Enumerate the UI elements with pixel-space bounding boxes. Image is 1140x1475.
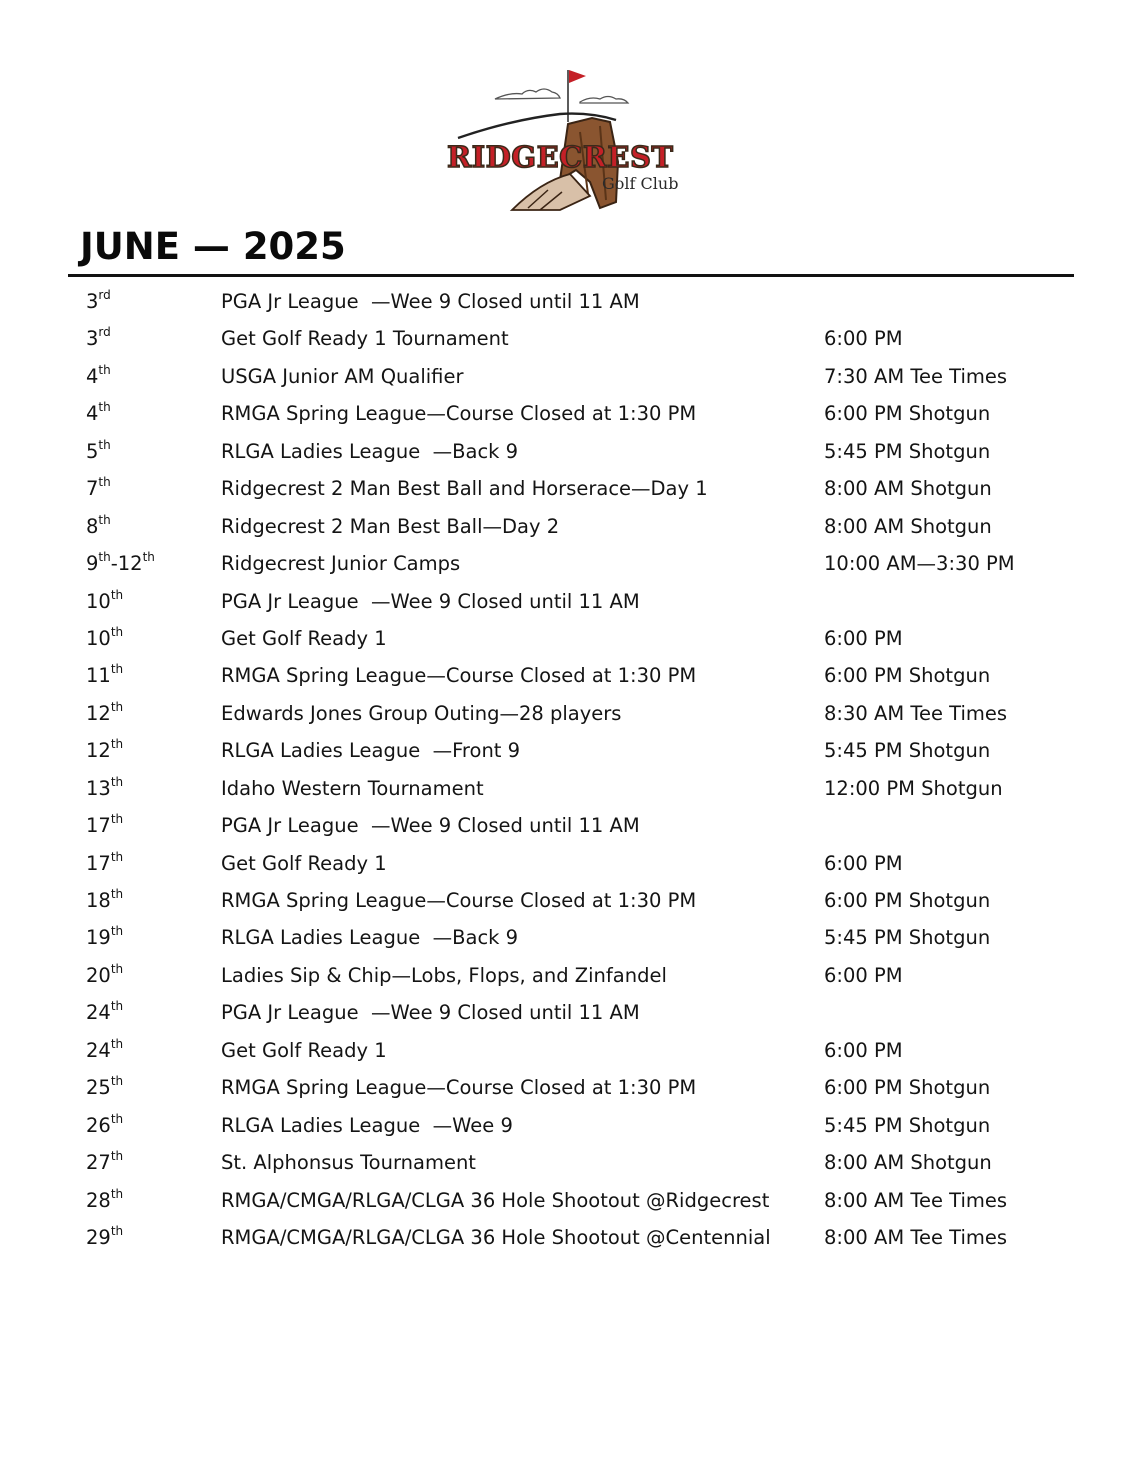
logo-wordmark: RIDGECREST: [447, 140, 674, 174]
event-day-suffix: th: [110, 587, 124, 602]
event-name: RLGA Ladies League —Back 9: [221, 439, 519, 463]
event-date: [86, 849, 124, 875]
event-row: [86, 994, 1086, 1031]
event-date: [86, 926, 123, 949]
event-day: 24: [86, 1038, 111, 1062]
event-name: Get Golf Ready 1: [221, 626, 387, 650]
event-row: [86, 732, 1086, 769]
event-day-suffix: th: [110, 1149, 124, 1164]
event-day: 17: [86, 814, 111, 838]
event-date: [86, 961, 124, 987]
event-day-suffix: th: [110, 961, 124, 976]
event-day-suffix: th: [110, 887, 124, 901]
event-time: 8:00 AM Tee Times: [824, 1188, 1008, 1212]
event-time: 6:00 PM: [824, 327, 903, 351]
event-day-suffix: rd: [98, 288, 111, 302]
event-name: RLGA Ladies League —Front 9: [221, 739, 521, 763]
event-row: [86, 508, 1086, 545]
event-name: RMGA/CMGA/RLGA/CLGA 36 Hole Shootout @Centennial: [221, 1225, 771, 1249]
event-time: 6:00 PM Shotgun: [824, 889, 991, 912]
event-time: 8:00 AM Shotgun: [824, 477, 992, 501]
event-date: [86, 402, 111, 425]
event-date: [86, 624, 124, 650]
event-day-suffix: th: [110, 737, 124, 752]
event-date: [86, 1001, 123, 1024]
event-date: [86, 362, 111, 388]
event-day: 3: [86, 327, 99, 351]
event-name: Ridgecrest 2 Man Best Ball—Day 2: [221, 514, 560, 538]
event-time: 5:45 PM Shotgun: [824, 926, 991, 950]
event-date: [86, 1151, 123, 1174]
event-day-end: -12: [110, 552, 143, 576]
cloud-right-icon: [580, 97, 628, 104]
event-day: 29: [86, 1225, 111, 1249]
event-day: 13: [86, 776, 111, 800]
event-day-suffix: th: [110, 1074, 124, 1089]
event-name: PGA Jr League —Wee 9 Closed until 11 AM: [221, 290, 640, 313]
event-row: [86, 1144, 1086, 1181]
event-time: 6:00 PM: [824, 851, 903, 875]
event-row: [86, 320, 1086, 357]
logo-subtitle: Golf Club: [602, 174, 679, 193]
event-day-suffix: th: [98, 550, 111, 565]
event-name: RMGA Spring League—Course Closed at 1:30 PM: [221, 1076, 697, 1100]
event-date: [86, 814, 123, 837]
event-time: 8:00 AM Shotgun: [824, 514, 992, 538]
event-day: 17: [86, 851, 111, 875]
event-day: 26: [86, 1113, 111, 1137]
event-day: 12: [86, 739, 111, 763]
event-day-suffix: th: [110, 924, 124, 939]
event-day-suffix: th: [110, 849, 124, 864]
event-row: [86, 919, 1086, 956]
event-name: RMGA/CMGA/RLGA/CLGA 36 Hole Shootout @Ridgecrest: [221, 1188, 770, 1212]
event-time: 5:45 PM Shotgun: [824, 739, 991, 763]
event-day-suffix: th: [98, 437, 111, 452]
event-name: Ridgecrest Junior Camps: [221, 552, 461, 576]
event-day-suffix: th: [110, 699, 124, 714]
event-day-suffix: th: [110, 1186, 124, 1201]
cloud-left-icon: [495, 89, 560, 99]
event-row: [86, 470, 1086, 507]
event-day: 8: [86, 514, 99, 538]
event-time: 8:30 AM Tee Times: [824, 701, 1008, 725]
event-row: [86, 770, 1086, 807]
event-day-suffix: th: [98, 512, 111, 527]
event-date: [86, 889, 123, 912]
event-day: 10: [86, 626, 111, 650]
event-row: [86, 695, 1086, 732]
event-day-suffix: th: [110, 1223, 124, 1238]
event-date: [86, 1076, 123, 1099]
event-row: [86, 1219, 1086, 1256]
event-day: 25: [86, 1076, 111, 1100]
event-name: Ridgecrest 2 Man Best Ball and Horserace—Day 1: [221, 477, 708, 501]
event-day-end-suffix: th: [142, 550, 155, 565]
event-day-suffix: th: [110, 624, 124, 639]
event-name: RMGA Spring League—Course Closed at 1:30 PM: [221, 889, 697, 912]
title-divider: [68, 274, 1074, 277]
event-name: Ladies Sip & Chip—Lobs, Flops, and Zinfandel: [221, 963, 667, 987]
event-row: [86, 882, 1086, 919]
event-row: [86, 1107, 1086, 1144]
event-time: 6:00 PM Shotgun: [824, 664, 991, 688]
event-name: PGA Jr League —Wee 9 Closed until 11 AM: [221, 1001, 640, 1025]
event-date: [86, 477, 111, 500]
event-time: 6:00 PM Shotgun: [824, 402, 991, 426]
event-time: 6:00 PM: [824, 626, 903, 650]
event-day-suffix: th: [110, 1111, 124, 1126]
event-day: 3: [86, 290, 99, 313]
event-date: [86, 739, 123, 762]
event-day: 12: [86, 701, 111, 725]
event-row: [86, 358, 1086, 395]
event-name: USGA Junior AM Qualifier: [221, 364, 464, 388]
event-date: [86, 290, 111, 313]
event-date: [86, 552, 155, 575]
event-name: RLGA Ladies League —Wee 9: [221, 1113, 513, 1137]
event-date: [86, 1111, 124, 1137]
event-day: 11: [86, 664, 111, 688]
event-day-suffix: th: [110, 812, 124, 827]
event-list: [86, 283, 1086, 1256]
event-day-suffix: rd: [98, 325, 111, 340]
event-name: Edwards Jones Group Outing—28 players: [221, 701, 622, 725]
event-row: [86, 1069, 1086, 1106]
event-day: 27: [86, 1151, 111, 1175]
event-date: [86, 699, 124, 725]
event-name: RMGA Spring League—Course Closed at 1:30 PM: [221, 664, 697, 688]
event-name: PGA Jr League —Wee 9 Closed until 11 AM: [221, 589, 640, 613]
event-name: RMGA Spring League—Course Closed at 1:30 PM: [221, 402, 697, 426]
event-time: 7:30 AM Tee Times: [824, 364, 1008, 388]
event-day: 10: [86, 589, 111, 613]
event-row: [86, 957, 1086, 994]
event-row: [86, 807, 1086, 844]
event-time: 8:00 AM Tee Times: [824, 1225, 1008, 1249]
event-time: 10:00 AM—3:30 PM: [824, 552, 1015, 576]
event-name: PGA Jr League —Wee 9 Closed until 11 AM: [221, 814, 640, 838]
event-date: [86, 664, 123, 687]
event-time: 5:45 PM Shotgun: [824, 1113, 991, 1137]
event-name: Get Golf Ready 1: [221, 1038, 387, 1062]
event-day: 28: [86, 1188, 111, 1212]
event-name: Get Golf Ready 1 Tournament: [221, 327, 509, 351]
hill-icon: [512, 174, 590, 210]
event-day: 4: [86, 402, 99, 426]
event-day: 4: [86, 364, 99, 388]
event-day: 19: [86, 926, 111, 950]
event-day: 18: [86, 889, 111, 912]
event-day-suffix: th: [110, 662, 124, 677]
event-time: 5:45 PM Shotgun: [824, 439, 991, 463]
event-row: [86, 583, 1086, 620]
event-date: [86, 437, 111, 463]
event-date: [86, 1036, 124, 1062]
event-day: 9: [86, 552, 99, 576]
event-name: Idaho Western Tournament: [221, 776, 484, 800]
event-date: [86, 1223, 124, 1249]
event-row: [86, 845, 1086, 882]
event-row: [86, 657, 1086, 694]
event-date: [86, 512, 111, 538]
event-row: [86, 395, 1086, 432]
event-date: [86, 327, 111, 350]
event-day: 7: [86, 477, 99, 501]
event-name: Get Golf Ready 1: [221, 851, 387, 875]
event-time: 6:00 PM: [824, 963, 903, 987]
event-day-suffix: th: [98, 400, 111, 415]
event-time: 8:00 AM Shotgun: [824, 1151, 992, 1175]
event-row: [86, 1032, 1086, 1069]
event-time: 12:00 PM Shotgun: [824, 776, 1003, 800]
event-date: [86, 587, 124, 613]
event-date: [86, 1186, 124, 1212]
event-day: 20: [86, 963, 111, 987]
event-time: 6:00 PM Shotgun: [824, 1076, 991, 1100]
event-day-suffix: th: [98, 362, 111, 377]
event-time: 6:00 PM: [824, 1038, 903, 1062]
event-row: [86, 545, 1086, 582]
event-row: [86, 1182, 1086, 1219]
event-day-suffix: th: [98, 475, 111, 490]
event-day-suffix: th: [110, 999, 124, 1014]
page-title: JUNE — 2025: [80, 225, 346, 268]
event-name: RLGA Ladies League —Back 9: [221, 926, 519, 950]
event-row: [86, 283, 1086, 320]
event-day-suffix: th: [110, 774, 124, 789]
event-day-suffix: th: [110, 1036, 124, 1051]
event-day: 24: [86, 1001, 111, 1025]
event-row: [86, 433, 1086, 470]
event-date: [86, 774, 124, 800]
event-name: St. Alphonsus Tournament: [221, 1151, 476, 1175]
event-row: [86, 620, 1086, 657]
event-day: 5: [86, 439, 99, 463]
flag-icon: [569, 70, 586, 83]
